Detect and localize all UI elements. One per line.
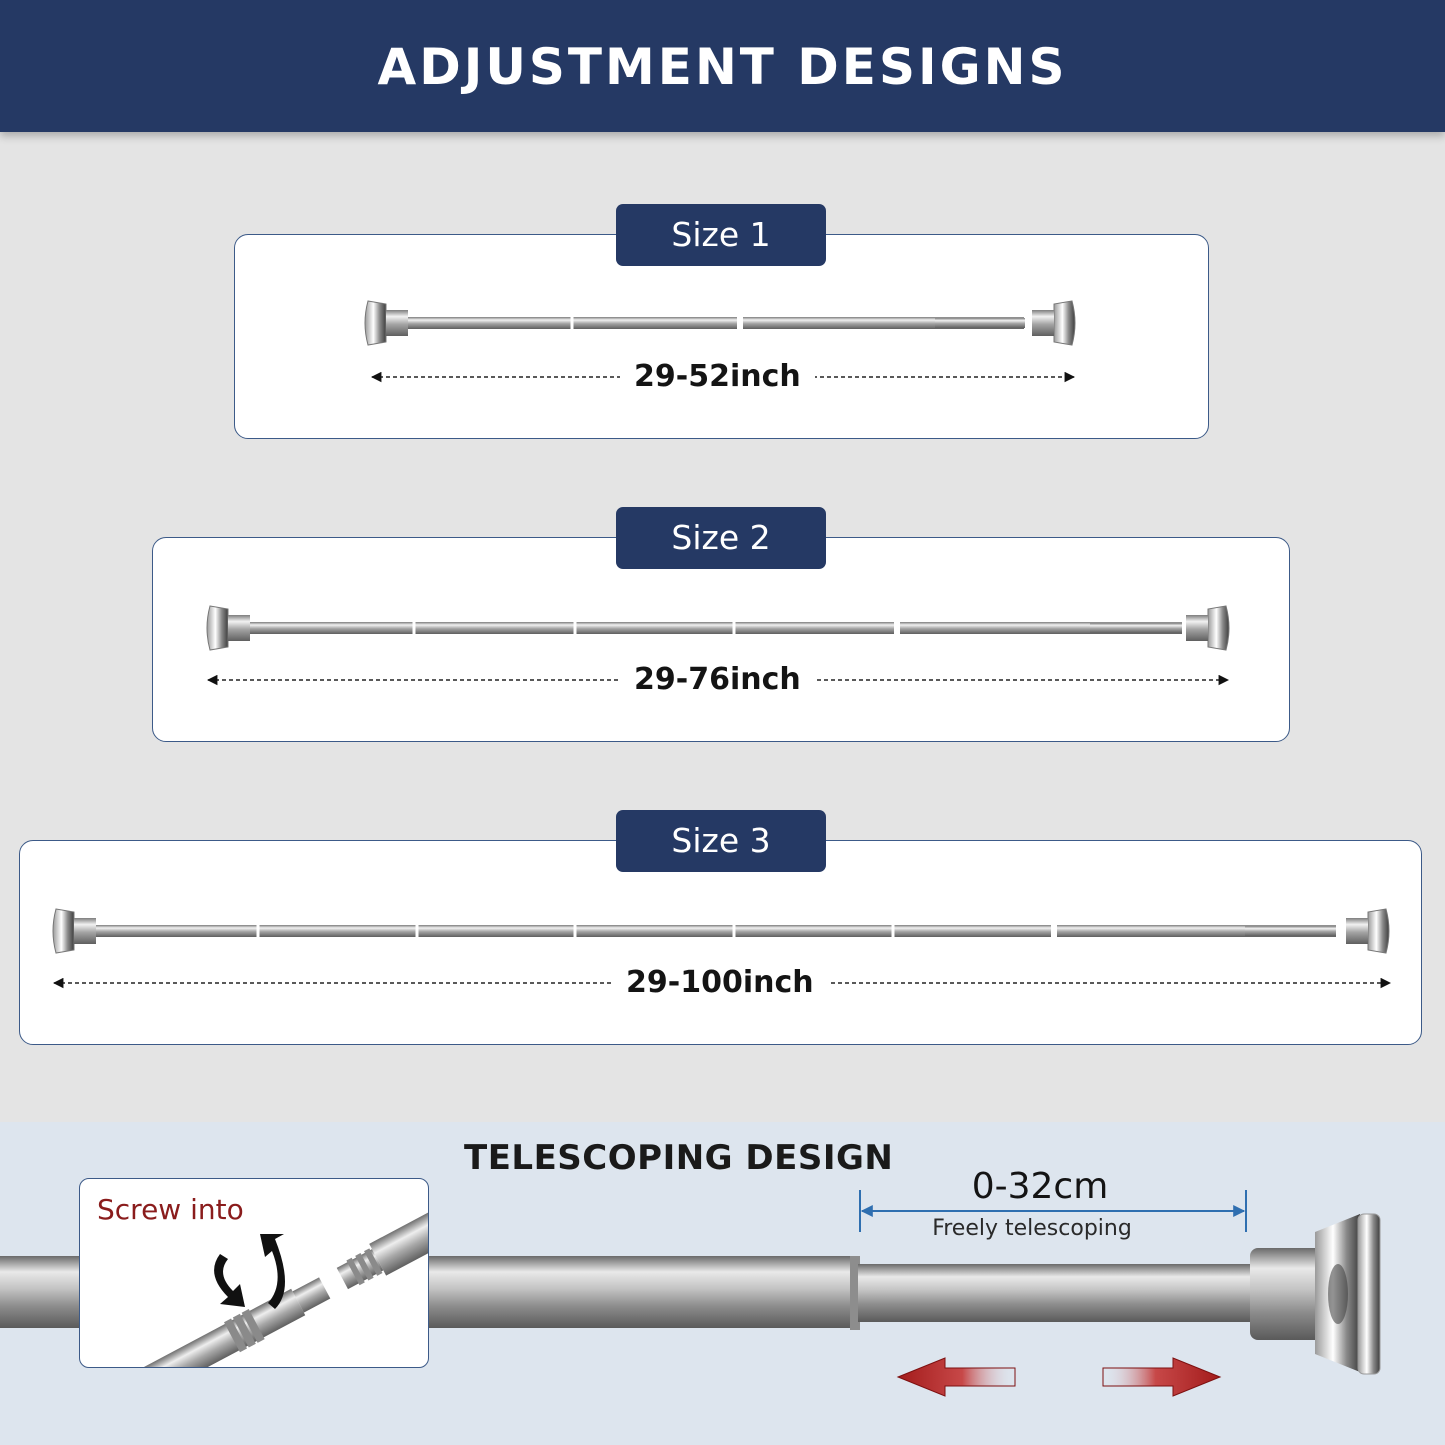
size-3-range-label: 29-100inch: [612, 963, 828, 1003]
size-2-badge: Size 2: [616, 507, 826, 569]
header-banner: [0, 0, 1445, 132]
screw-into-inset: [79, 1178, 429, 1368]
size-2-rod: [0, 598, 1445, 658]
telescoping-range-value: 0-32cm: [971, 1166, 1109, 1207]
telescoping-title: TELESCOPING DESIGN: [464, 1138, 894, 1178]
screw-into-label: Screw into: [97, 1193, 244, 1226]
size-1-range-label: 29-52inch: [620, 357, 815, 397]
size-3-rod: [0, 901, 1445, 961]
size-2-range-label: 29-76inch: [620, 660, 815, 700]
screw-joint-illustration: [80, 1179, 429, 1368]
telescoping-subtitle: Freely telescoping: [932, 1216, 1132, 1241]
screw-rotation-arrows-icon: [214, 1234, 285, 1309]
size-1-rod: [0, 294, 1445, 354]
size-3-badge: Size 3: [616, 810, 826, 872]
size-1-badge: Size 1: [616, 204, 826, 266]
page-title: ADJUSTMENT DESIGNS: [377, 38, 1068, 96]
